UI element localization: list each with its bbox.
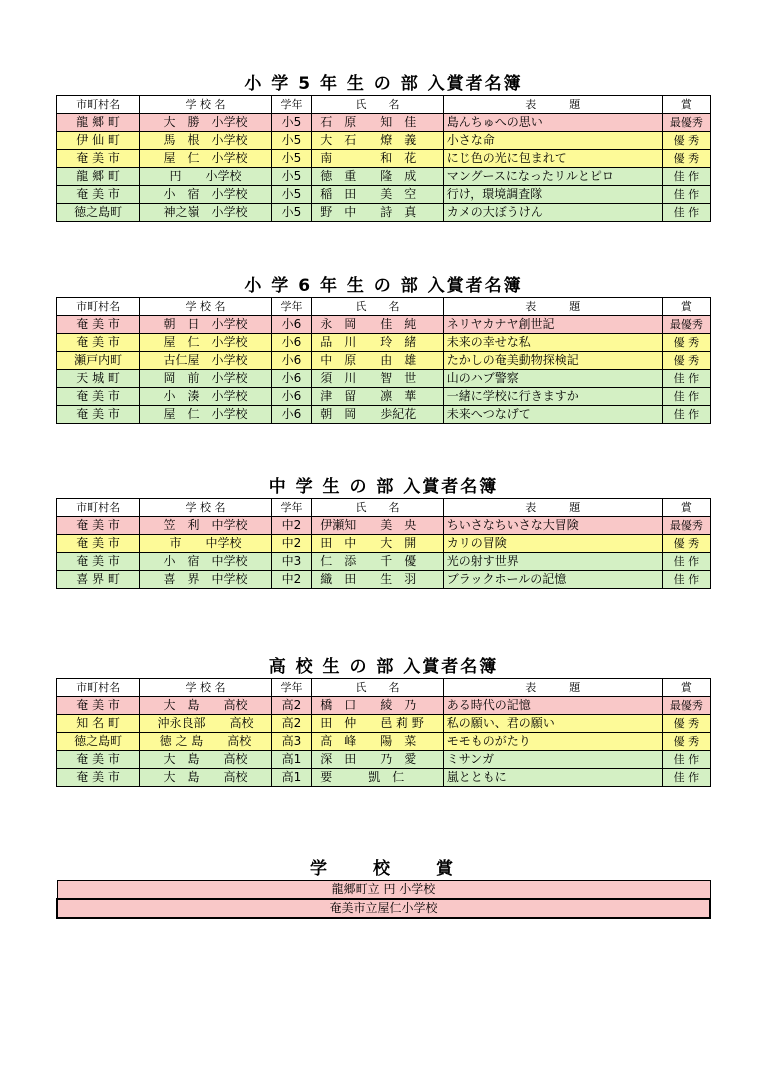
cell-grade: 中2 <box>271 517 312 535</box>
cell-award: 最優秀 <box>662 517 710 535</box>
header-name: 氏 名 <box>312 298 443 316</box>
cell-grade: 小5 <box>271 114 312 132</box>
table-row <box>57 334 711 352</box>
cell-title: たかしの奄美動物探検記 <box>443 352 662 370</box>
header-row <box>57 679 711 697</box>
cell-school: 屋 仁 小学校 <box>140 334 271 352</box>
cell-name: 織 田 生 羽 <box>312 571 443 589</box>
cell-school: 沖永良部 高校 <box>140 715 271 733</box>
cell-grade: 高2 <box>271 715 312 733</box>
cell-municipality: 奄 美 市 <box>57 517 140 535</box>
cell-school: 小 宿 中学校 <box>140 553 271 571</box>
cell-title: カリの冒険 <box>443 535 662 553</box>
cell-school: 喜 界 中学校 <box>140 571 271 589</box>
table-row <box>57 697 711 715</box>
table-row <box>57 204 711 222</box>
cell-grade: 小6 <box>271 316 312 334</box>
header-award: 賞 <box>662 96 710 114</box>
header-grade: 学年 <box>271 499 312 517</box>
cell-name: 徳 重 隆 成 <box>312 168 443 186</box>
cell-award: 佳 作 <box>662 571 710 589</box>
cell-school: 朝 日 小学校 <box>140 316 271 334</box>
table-row <box>57 751 711 769</box>
cell-name: 石 原 知 佳 <box>312 114 443 132</box>
cell-award: 佳 作 <box>662 751 710 769</box>
cell-municipality: 伊 仙 町 <box>57 132 140 150</box>
table-row <box>57 388 711 406</box>
cell-school: 屋 仁 小学校 <box>140 406 271 424</box>
cell-grade: 小5 <box>271 204 312 222</box>
cell-title: 行け，環境調査隊 <box>443 186 662 204</box>
cell-title: 光の射す世界 <box>443 553 662 571</box>
header-name: 氏 名 <box>312 499 443 517</box>
cell-municipality: 奄 美 市 <box>57 697 140 715</box>
school-award-row <box>57 881 710 900</box>
cell-title: ネリヤカナヤ創世記 <box>443 316 662 334</box>
table-row <box>57 517 711 535</box>
header-municipality: 市町村名 <box>57 679 140 697</box>
header-school: 学 校 名 <box>140 96 271 114</box>
header-grade: 学年 <box>271 679 312 697</box>
cell-title: 小さな命 <box>443 132 662 150</box>
cell-award: 最優秀 <box>662 697 710 715</box>
cell-award: 佳 作 <box>662 370 710 388</box>
cell-award: 佳 作 <box>662 388 710 406</box>
table-row <box>57 553 711 571</box>
rows <box>57 114 711 222</box>
cell-municipality: 瀬戸内町 <box>57 352 140 370</box>
cell-school: 大 勝 小学校 <box>140 114 271 132</box>
cell-title: ちいさなちいさな大冒険 <box>443 517 662 535</box>
header-title: 表 題 <box>443 298 662 316</box>
cell-school: 円 小学校 <box>140 168 271 186</box>
cell-grade: 小6 <box>271 352 312 370</box>
cell-grade: 小6 <box>271 388 312 406</box>
cell-grade: 中3 <box>271 553 312 571</box>
table-row <box>57 715 711 733</box>
school-award-table <box>56 880 711 919</box>
cell-title: ある時代の記憶 <box>443 697 662 715</box>
cell-municipality: 徳之島町 <box>57 204 140 222</box>
header-grade: 学年 <box>271 96 312 114</box>
cell-municipality: 徳之島町 <box>57 733 140 751</box>
cell-grade: 高1 <box>271 751 312 769</box>
cell-grade: 小6 <box>271 406 312 424</box>
cell-title: カメの大ぼうけん <box>443 204 662 222</box>
cell-title: 未来へつなげて <box>443 406 662 424</box>
table-row <box>57 114 711 132</box>
table-row <box>57 571 711 589</box>
table-row <box>57 186 711 204</box>
cell-grade: 小6 <box>271 370 312 388</box>
cell-school: 市 中学校 <box>140 535 271 553</box>
cell-grade: 小5 <box>271 168 312 186</box>
cell-municipality: 奄 美 市 <box>57 553 140 571</box>
section-school-award <box>56 858 711 919</box>
cell-municipality: 龍 郷 町 <box>57 168 140 186</box>
table-row <box>57 168 711 186</box>
header-row <box>57 499 711 517</box>
cell-municipality: 奄 美 市 <box>57 769 140 787</box>
header-school: 学 校 名 <box>140 679 271 697</box>
cell-title: 山のハブ警察 <box>443 370 662 388</box>
cell-municipality: 奄 美 市 <box>57 388 140 406</box>
cell-municipality: 奄 美 市 <box>57 751 140 769</box>
cell-title: マングースになったリルとピロ <box>443 168 662 186</box>
cell-municipality: 龍 郷 町 <box>57 114 140 132</box>
cell-municipality: 喜 界 町 <box>57 571 140 589</box>
cell-school: 徳 之 島 高校 <box>140 733 271 751</box>
table-row <box>57 769 711 787</box>
table-row <box>57 406 711 424</box>
cell-municipality: 奄 美 市 <box>57 535 140 553</box>
cell-name: 永 岡 佳 純 <box>312 316 443 334</box>
cell-title: 嵐とともに <box>443 769 662 787</box>
cell-municipality: 奄 美 市 <box>57 406 140 424</box>
cell-title: モモものがたり <box>443 733 662 751</box>
awards-table <box>56 678 711 787</box>
cell-name: 要 凱 仁 <box>312 769 443 787</box>
header-name: 氏 名 <box>312 96 443 114</box>
section-title: 小 学 5 年 生 の 部 入賞者名簿 <box>244 74 523 94</box>
section-title: 中 学 生 の 部 入賞者名簿 <box>268 477 499 497</box>
table-row <box>57 316 711 334</box>
school-award-name: 奄美市立屋仁小学校 <box>57 899 710 918</box>
cell-municipality: 奄 美 市 <box>57 334 140 352</box>
cell-name: 田 中 大 開 <box>312 535 443 553</box>
header-title: 表 題 <box>443 96 662 114</box>
cell-name: 野 中 詩 真 <box>312 204 443 222</box>
awards-table <box>56 297 711 424</box>
section-junior-high <box>56 476 711 589</box>
cell-name: 稲 田 美 空 <box>312 186 443 204</box>
school-award-title: 学 校 賞 <box>310 859 457 879</box>
cell-title: 一緒に学校に行きますか <box>443 388 662 406</box>
cell-grade: 高2 <box>271 697 312 715</box>
cell-school: 大 島 高校 <box>140 751 271 769</box>
cell-school: 小 湊 小学校 <box>140 388 271 406</box>
header-row <box>57 298 711 316</box>
cell-school: 神之嶺 小学校 <box>140 204 271 222</box>
table-row <box>57 132 711 150</box>
cell-award: 佳 作 <box>662 168 710 186</box>
cell-grade: 小5 <box>271 186 312 204</box>
cell-school: 古仁屋 小学校 <box>140 352 271 370</box>
cell-name: 大 石 燎 義 <box>312 132 443 150</box>
cell-name: 南 和 花 <box>312 150 443 168</box>
header-school: 学 校 名 <box>140 499 271 517</box>
school-award-row <box>57 899 710 918</box>
cell-award: 優 秀 <box>662 334 710 352</box>
cell-award: 優 秀 <box>662 352 710 370</box>
cell-award: 佳 作 <box>662 186 710 204</box>
cell-title: にじ色の光に包まれて <box>443 150 662 168</box>
awards-table <box>56 95 711 222</box>
cell-title: 私の願い、君の願い <box>443 715 662 733</box>
cell-school: 笠 利 中学校 <box>140 517 271 535</box>
cell-municipality: 知 名 町 <box>57 715 140 733</box>
header-municipality: 市町村名 <box>57 96 140 114</box>
header-name: 氏 名 <box>312 679 443 697</box>
cell-award: 佳 作 <box>662 204 710 222</box>
cell-award: 最優秀 <box>662 316 710 334</box>
cell-title: ブラックホールの記憶 <box>443 571 662 589</box>
cell-award: 最優秀 <box>662 114 710 132</box>
cell-name: 伊瀬知 美 央 <box>312 517 443 535</box>
cell-grade: 小5 <box>271 150 312 168</box>
cell-grade: 高1 <box>271 769 312 787</box>
cell-award: 佳 作 <box>662 553 710 571</box>
section-grade5 <box>56 73 711 222</box>
rows <box>57 517 711 589</box>
cell-title: 未来の幸せな私 <box>443 334 662 352</box>
rows <box>57 697 711 787</box>
cell-grade: 中2 <box>271 571 312 589</box>
awards-table <box>56 498 711 589</box>
cell-grade: 高3 <box>271 733 312 751</box>
cell-name: 朝 岡 歩紀花 <box>312 406 443 424</box>
cell-name: 高 峰 陽 菜 <box>312 733 443 751</box>
cell-school: 小 宿 小学校 <box>140 186 271 204</box>
header-municipality: 市町村名 <box>57 499 140 517</box>
cell-award: 佳 作 <box>662 406 710 424</box>
cell-name: 中 原 由 雄 <box>312 352 443 370</box>
section-grade6 <box>56 275 711 424</box>
section-title: 高 校 生 の 部 入賞者名簿 <box>268 657 499 677</box>
cell-award: 優 秀 <box>662 132 710 150</box>
cell-award: 優 秀 <box>662 150 710 168</box>
cell-school: 大 島 高校 <box>140 697 271 715</box>
cell-school: 屋 仁 小学校 <box>140 150 271 168</box>
cell-name: 仁 添 千 優 <box>312 553 443 571</box>
header-award: 賞 <box>662 499 710 517</box>
cell-award: 優 秀 <box>662 535 710 553</box>
cell-grade: 中2 <box>271 535 312 553</box>
header-school: 学 校 名 <box>140 298 271 316</box>
rows <box>57 316 711 424</box>
cell-award: 優 秀 <box>662 715 710 733</box>
cell-name: 橋 口 綾 乃 <box>312 697 443 715</box>
table-row <box>57 733 711 751</box>
section-high-school <box>56 656 711 787</box>
cell-grade: 小5 <box>271 132 312 150</box>
cell-award: 佳 作 <box>662 769 710 787</box>
header-municipality: 市町村名 <box>57 298 140 316</box>
cell-school: 大 島 高校 <box>140 769 271 787</box>
cell-grade: 小6 <box>271 334 312 352</box>
cell-municipality: 奄 美 市 <box>57 150 140 168</box>
section-title: 小 学 6 年 生 の 部 入賞者名簿 <box>244 276 523 296</box>
table-row <box>57 150 711 168</box>
cell-school: 岡 前 小学校 <box>140 370 271 388</box>
cell-title: 島んちゅへの思い <box>443 114 662 132</box>
cell-award: 優 秀 <box>662 733 710 751</box>
table-row <box>57 352 711 370</box>
cell-municipality: 奄 美 市 <box>57 316 140 334</box>
table-row <box>57 535 711 553</box>
header-row <box>57 96 711 114</box>
school-award-name: 龍郷町立 円 小学校 <box>57 881 710 900</box>
cell-name: 須 川 智 世 <box>312 370 443 388</box>
table-row <box>57 370 711 388</box>
cell-name: 田 仲 邑 莉 野 <box>312 715 443 733</box>
header-award: 賞 <box>662 298 710 316</box>
header-award: 賞 <box>662 679 710 697</box>
cell-name: 品 川 玲 緒 <box>312 334 443 352</box>
header-title: 表 題 <box>443 679 662 697</box>
cell-school: 馬 根 小学校 <box>140 132 271 150</box>
cell-title: ミサンガ <box>443 751 662 769</box>
cell-municipality: 天 城 町 <box>57 370 140 388</box>
cell-municipality: 奄 美 市 <box>57 186 140 204</box>
header-title: 表 題 <box>443 499 662 517</box>
header-grade: 学年 <box>271 298 312 316</box>
cell-name: 深 田 乃 愛 <box>312 751 443 769</box>
cell-name: 津 留 凛 華 <box>312 388 443 406</box>
